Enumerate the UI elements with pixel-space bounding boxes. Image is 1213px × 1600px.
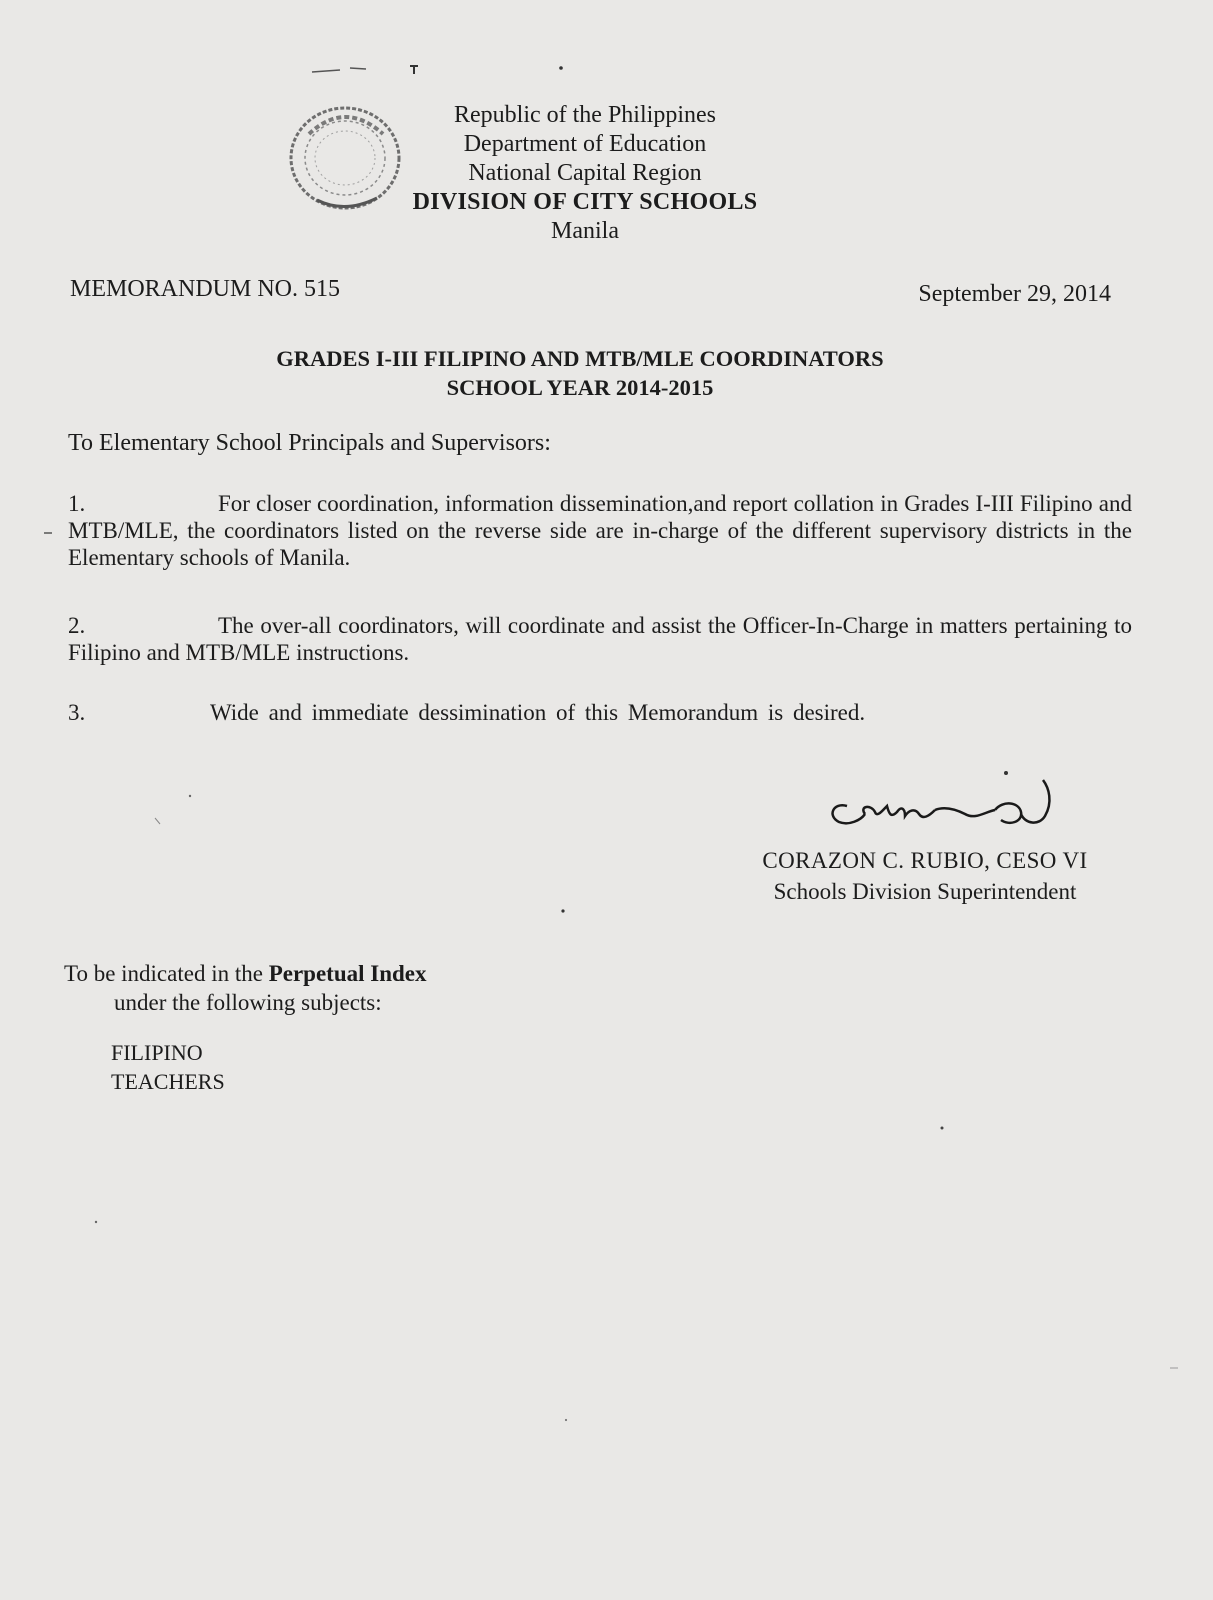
- handwritten-signature: [825, 776, 1065, 856]
- index-subjects-intro: under the following subjects:: [114, 990, 382, 1015]
- perpetual-index-label: Perpetual Index: [268, 961, 427, 986]
- index-subject-list: [111, 1038, 225, 1096]
- memo-title-line1: GRADES I-III FILIPINO AND MTB/MLE COORDINATORS: [276, 346, 884, 371]
- letterhead: [395, 101, 775, 246]
- memorandum-date: September 29, 2014: [918, 281, 1111, 307]
- letterhead-division: DIVISION OF CITY SCHOOLS: [412, 189, 758, 215]
- paragraph-text: For closer coordination, information dissemination,and report collation in Grades I-III Filipino and MTB/MLE, the coordinators listed on the reverse side are in-charge of the different supervisory districts in the Elementary schools of Manila.: [68, 491, 1132, 570]
- paragraph-number: 2.: [68, 613, 86, 638]
- signatory-name: CORAZON C. RUBIO, CESO VI: [762, 848, 1088, 873]
- letterhead-region: National Capital Region: [468, 160, 702, 186]
- paragraph-number: 3.: [68, 700, 86, 725]
- paragraph-text: Wide and immediate dessimination of this Memorandum is desired.: [210, 700, 866, 725]
- index-subject: TEACHERS: [111, 1069, 225, 1094]
- salutation: To Elementary School Principals and Supervisors:: [68, 430, 551, 456]
- memorandum-number: MEMORANDUM NO. 515: [70, 276, 341, 302]
- letterhead-city: Manila: [551, 218, 619, 244]
- memo-title: [160, 344, 1000, 402]
- perpetual-index-note: [64, 961, 427, 987]
- index-subject: FILIPINO: [111, 1040, 203, 1065]
- signatory-title: Schools Division Superintendent: [773, 879, 1077, 904]
- memo-title-line2: SCHOOL YEAR 2014-2015: [446, 375, 714, 400]
- paragraph-number: 1.: [68, 491, 86, 516]
- signatory-block: [730, 845, 1120, 907]
- letterhead-country: Republic of the Philippines: [454, 102, 716, 128]
- letterhead-department: Department of Education: [463, 131, 707, 157]
- deped-seal: [287, 104, 403, 212]
- paragraph-3: [68, 699, 1132, 726]
- paragraph-text: The over-all coordinators, will coordinate and assist the Officer-In-Charge in matters pertaining to Filipino and MTB/MLE instructions.: [68, 613, 1132, 665]
- paragraph-2: [68, 612, 1132, 666]
- paragraph-1: [68, 490, 1132, 571]
- index-prefix: To be indicated in the: [64, 961, 269, 986]
